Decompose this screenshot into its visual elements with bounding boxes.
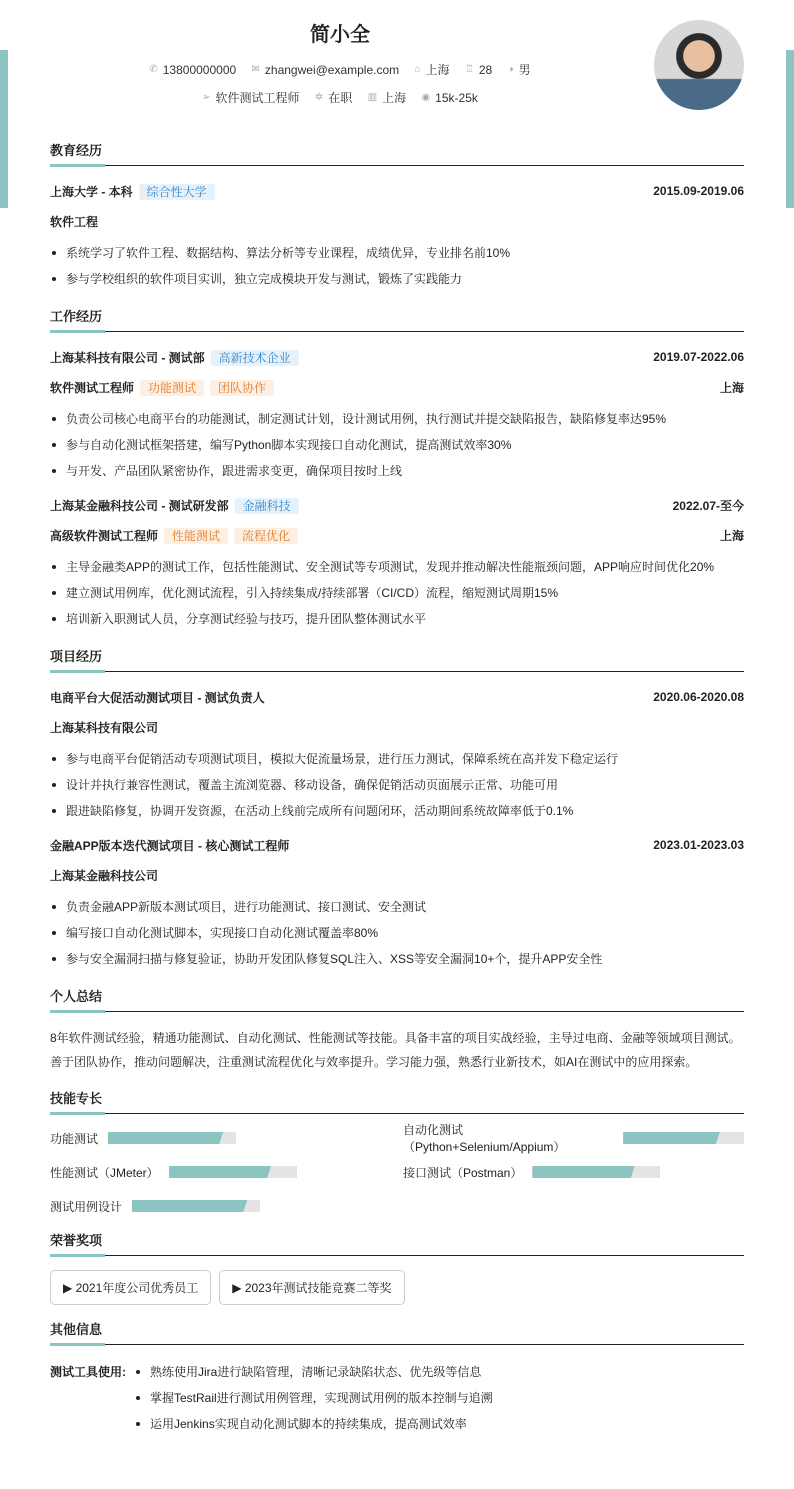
send-icon: ➢ bbox=[202, 92, 211, 103]
list-item: 参与安全漏洞扫描与修复验证，协助开发团队修复SQL注入、XSS等安全漏洞10+个，提升APP安全性 bbox=[50, 946, 744, 972]
education-section bbox=[50, 140, 744, 292]
skill-bar-fill bbox=[532, 1166, 634, 1178]
skill-bar-fill bbox=[132, 1200, 247, 1212]
project-name: 电商平台大促活动测试项目 - 测试负责人 bbox=[50, 690, 265, 705]
section-title: 荣誉奖项 bbox=[50, 1230, 744, 1256]
major: 软件工程 bbox=[50, 214, 99, 229]
date: 2020.06-2020.08 bbox=[653, 690, 744, 704]
list-item: 负责金融APP新版本测试项目，进行功能测试、接口测试、安全测试 bbox=[50, 894, 744, 920]
skill-item bbox=[50, 1162, 403, 1182]
salary: 15k-25k bbox=[435, 90, 478, 105]
list-item: 熟练使用Jira进行缺陷管理，清晰记录缺陷状态、优先级等信息 bbox=[134, 1359, 493, 1385]
skill-tag: 团队协作 bbox=[210, 380, 274, 396]
skill-bar-fill bbox=[169, 1166, 271, 1178]
other-label: 测试工具使用: bbox=[50, 1365, 126, 1379]
company-tag: 高新技术企业 bbox=[211, 350, 299, 366]
company: 上海某科技有限公司 - 测试部 bbox=[50, 350, 205, 365]
role: 软件测试工程师 bbox=[50, 380, 135, 395]
location: 上海 bbox=[425, 63, 450, 77]
building-icon: ▥ bbox=[367, 92, 378, 103]
project-company: 上海某科技有限公司 bbox=[50, 720, 159, 735]
home-icon: ⌂ bbox=[414, 64, 421, 75]
list-item: 参与自动化测试框架搭建，编写Python脚本实现接口自动化测试，提高测试效率30% bbox=[50, 432, 744, 458]
city: 上海 bbox=[719, 380, 744, 395]
skill-item bbox=[50, 1128, 403, 1148]
status: 在职 bbox=[328, 91, 353, 105]
status-icon: ✲ bbox=[314, 92, 324, 103]
projects-section bbox=[50, 646, 744, 972]
gender-icon: ◑ bbox=[507, 64, 514, 75]
skill-bar bbox=[623, 1132, 744, 1144]
target-city: 上海 bbox=[382, 91, 407, 105]
city: 上海 bbox=[719, 528, 744, 543]
job: 软件测试工程师 bbox=[215, 91, 300, 105]
email: zhangwei@example.com bbox=[264, 62, 400, 77]
awards-section bbox=[50, 1230, 744, 1305]
summary-section bbox=[50, 986, 744, 1074]
skill-bar bbox=[108, 1132, 236, 1144]
school-tag: 综合性大学 bbox=[139, 184, 215, 200]
list-item: 培训新入职测试人员，分享测试经验与技巧，提升团队整体测试水平 bbox=[50, 606, 744, 632]
cake-icon: ♖ bbox=[464, 64, 474, 75]
skill-item bbox=[403, 1123, 744, 1154]
avatar bbox=[654, 20, 744, 110]
section-title: 个人总结 bbox=[50, 986, 744, 1012]
date: 2022.07-至今 bbox=[672, 498, 744, 513]
school: 上海大学 - 本科 bbox=[50, 184, 133, 199]
list-item: 编写接口自动化测试脚本，实现接口自动化测试覆盖率80% bbox=[50, 920, 744, 946]
list-item: 掌握TestRail进行测试用例管理，实现测试用例的版本控制与追溯 bbox=[134, 1385, 493, 1411]
skill-bar bbox=[532, 1166, 660, 1178]
list-item: 主导金融类APP的测试工作，包括性能测试、安全测试等专项测试，发现并推动解决性能瓶颈问题，APP响应时间优化20% bbox=[50, 554, 744, 580]
section-title: 其他信息 bbox=[50, 1319, 744, 1345]
skill-name: 性能测试（JMeter） bbox=[50, 1165, 159, 1180]
project-company: 上海某金融科技公司 bbox=[50, 868, 159, 883]
skill-name: 功能测试 bbox=[50, 1131, 99, 1146]
list-item: 负责公司核心电商平台的功能测试，制定测试计划，设计测试用例，执行测试并提交缺陷报告，缺陷修复率达95% bbox=[50, 406, 744, 432]
list-item: 系统学习了软件工程、数据结构、算法分析等专业课程，成绩优异，专业排名前10% bbox=[50, 240, 744, 266]
contact-line bbox=[0, 61, 680, 78]
skill-bar-fill bbox=[623, 1132, 720, 1144]
summary-text: 8年软件测试经验，精通功能测试、自动化测试、性能测试等技能。具备丰富的项目实战经验，主导过电商、金融等领域项目测试。善于团队协作，推动问题解决，注重测试流程优化与效率提升。学习能力强，熟悉行业新技术，如AI在测试中的应用探索。 bbox=[50, 1031, 741, 1069]
skill-name: 测试用例设计 bbox=[50, 1199, 123, 1214]
skill-item bbox=[50, 1196, 403, 1216]
company: 上海某金融科技公司 - 测试研发部 bbox=[50, 498, 229, 513]
project-item bbox=[50, 834, 744, 972]
date: 2023.01-2023.03 bbox=[653, 838, 744, 852]
award-item: ▶ 2023年测试技能竞赛二等奖 bbox=[219, 1270, 404, 1305]
list-item: 参与学校组织的软件项目实训，独立完成模块开发与测试，锻炼了实践能力 bbox=[50, 266, 744, 292]
age: 28 bbox=[478, 62, 493, 77]
work-item bbox=[50, 494, 744, 632]
date: 2015.09-2019.06 bbox=[653, 184, 744, 198]
list-item: 设计并执行兼容性测试，覆盖主流浏览器、移动设备，确保促销活动页面展示正常、功能可用 bbox=[50, 772, 744, 798]
gender: 男 bbox=[518, 63, 531, 77]
skill-bar-fill bbox=[108, 1132, 223, 1144]
salary-icon: ◉ bbox=[421, 92, 431, 103]
skill-bar bbox=[132, 1200, 260, 1212]
work-section bbox=[50, 306, 744, 632]
list-item: 跟进缺陷修复，协调开发资源，在活动上线前完成所有问题闭环，活动期间系统故障率低于0.1% bbox=[50, 798, 744, 824]
mail-icon: ✉ bbox=[251, 64, 260, 75]
section-title: 教育经历 bbox=[50, 140, 744, 166]
other-section bbox=[50, 1319, 744, 1447]
skill-tag: 功能测试 bbox=[140, 380, 204, 396]
skill-name: 接口测试（Postman） bbox=[403, 1165, 523, 1180]
project-item bbox=[50, 686, 744, 824]
skill-name: 自动化测试（Python+Selenium/Appium） bbox=[403, 1123, 566, 1154]
list-item: 参与电商平台促销活动专项测试项目，模拟大促流量场景，进行压力测试，保障系统在高并发下稳定运行 bbox=[50, 746, 744, 772]
skill-tag: 流程优化 bbox=[234, 528, 298, 544]
date: 2019.07-2022.06 bbox=[653, 350, 744, 364]
award-item: ▶ 2021年度公司优秀员工 bbox=[50, 1270, 211, 1305]
project-name: 金融APP版本迭代测试项目 - 核心测试工程师 bbox=[50, 838, 290, 853]
skill-item bbox=[403, 1162, 744, 1182]
skill-bar bbox=[169, 1166, 297, 1178]
list-item: 运用Jenkins实现自动化测试脚本的持续集成，提高测试效率 bbox=[134, 1411, 493, 1437]
section-title: 工作经历 bbox=[50, 306, 744, 332]
role: 高级软件测试工程师 bbox=[50, 528, 159, 543]
skills-section bbox=[50, 1088, 744, 1216]
phone-icon: ✆ bbox=[149, 64, 158, 75]
work-item bbox=[50, 346, 744, 484]
skill-tag: 性能测试 bbox=[164, 528, 228, 544]
list-item: 与开发、产品团队紧密协作，跟进需求变更，确保项目按时上线 bbox=[50, 458, 744, 484]
phone: 13800000000 bbox=[162, 62, 237, 77]
candidate-name: 简小全 bbox=[310, 24, 370, 46]
job-line bbox=[0, 89, 680, 106]
right-accent-bar bbox=[786, 50, 794, 208]
list-item: 建立测试用例库，优化测试流程，引入持续集成/持续部署（CI/CD）流程，缩短测试周期15% bbox=[50, 580, 744, 606]
company-tag: 金融科技 bbox=[235, 498, 299, 514]
section-title: 技能专长 bbox=[50, 1088, 744, 1114]
section-title: 项目经历 bbox=[50, 646, 744, 672]
